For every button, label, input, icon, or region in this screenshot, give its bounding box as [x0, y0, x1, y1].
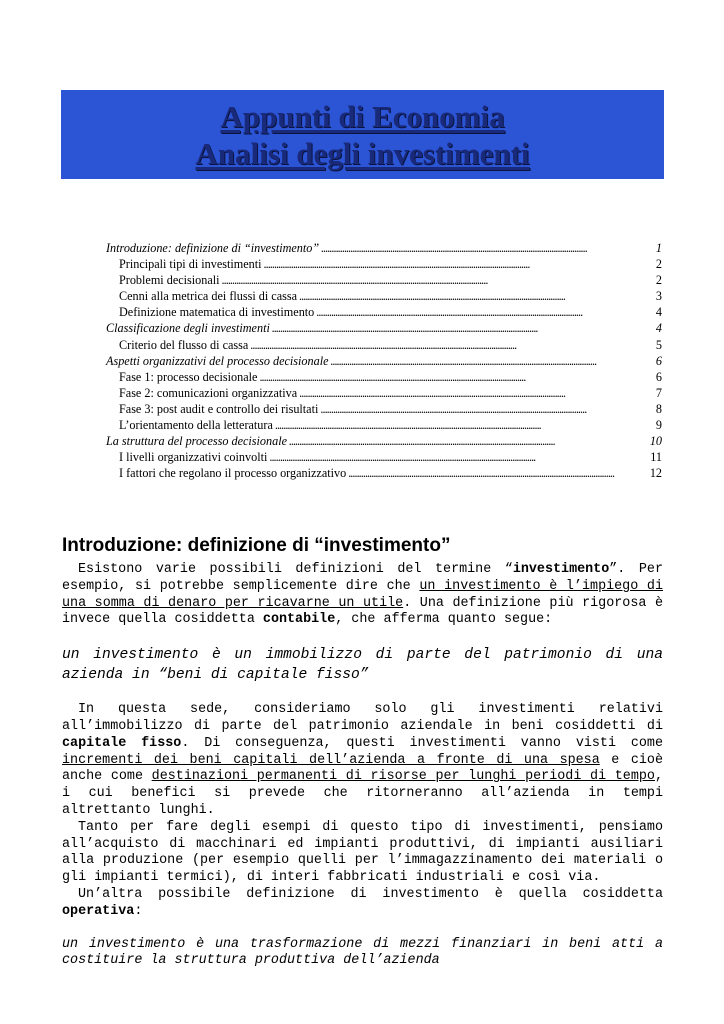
toc-dot-leader	[222, 272, 654, 288]
toc-dot-leader	[289, 433, 648, 449]
toc-entry-title: La struttura del processo decisionale	[106, 434, 287, 449]
p2-text-c: . Di conseguenza, questi investimenti vanno visti come	[181, 735, 663, 751]
toc-dot-leader	[250, 337, 654, 353]
p2-underlined-incrementi: incrementi dei beni capitali dell’azienda a fronte di una spesa	[62, 752, 600, 768]
toc-entry-page: 3	[655, 289, 662, 304]
toc-entry-page: 6	[655, 353, 662, 368]
toc-entry[interactable]	[106, 401, 662, 417]
toc-entry[interactable]	[106, 369, 662, 385]
toc-entry-title: Fase 2: comunicazioni organizzativa	[119, 385, 298, 400]
p4-text-a: Un’altra possibile definizione di investimento è quella cosiddetta	[78, 886, 663, 902]
toc-dot-leader	[299, 288, 654, 304]
toc-entry-title: Fase 1: processo decisionale	[119, 369, 258, 384]
toc-entry[interactable]	[106, 320, 662, 336]
toc-entry-title: Principali tipi di investimenti	[119, 257, 262, 272]
table-of-contents	[106, 240, 662, 481]
toc-dot-leader	[348, 465, 648, 481]
p1-term-contabile: contabile	[262, 612, 336, 628]
paragraph-1	[62, 562, 663, 629]
toc-entry-page: 12	[649, 466, 662, 481]
toc-entry-title: Cenni alla metrica dei flussi di cassa	[119, 289, 298, 304]
toc-entry-title: Classificazione degli investimenti	[106, 321, 270, 336]
toc-entry-title: Introduzione: definizione di “investimento”	[106, 241, 320, 255]
p4-text-c: :	[134, 903, 143, 919]
section-heading: Introduzione: definizione di “investimento”	[62, 535, 451, 556]
p1-text-a: Esistono varie possibili definizioni del termine “	[78, 562, 513, 577]
paragraph-4	[62, 887, 663, 921]
p1-text-e: . Una definizione più rigorosa è invece quella cosiddetta	[62, 595, 663, 628]
toc-dot-leader	[316, 304, 654, 320]
toc-dot-leader	[259, 369, 653, 385]
toc-entry-title: Aspetti organizzativi del processo decisionale	[106, 353, 329, 368]
p1-text-c: ”. Per esempio, si potrebbe semplicemente dire che	[62, 562, 663, 594]
toc-entry[interactable]	[106, 417, 662, 433]
toc-entry-title: I livelli organizzativi coinvolti	[119, 450, 268, 465]
title-banner	[61, 90, 664, 179]
toc-entry[interactable]	[106, 304, 662, 320]
toc-entry-page: 7	[655, 385, 662, 400]
toc-entry[interactable]	[106, 288, 662, 304]
toc-entry[interactable]	[106, 272, 662, 288]
toc-entry-title: L’orientamento della letteratura	[119, 418, 273, 433]
p1-term-investimento: investimento	[512, 562, 610, 577]
toc-entry[interactable]	[106, 465, 662, 481]
toc-dot-leader	[264, 256, 654, 272]
title-line-1: Appunti di Economia	[220, 99, 505, 134]
toc-entry[interactable]	[106, 256, 662, 272]
quote-contabile: un investimento è un immobilizzo di parte del patrimonio di una azienda in “beni di capitale fisso”	[62, 647, 663, 684]
toc-entry[interactable]	[106, 337, 662, 353]
toc-entry[interactable]	[106, 433, 662, 449]
section-body	[62, 562, 663, 970]
toc-entry[interactable]	[106, 240, 662, 256]
paragraph-2	[62, 702, 663, 820]
toc-dot-leader	[299, 385, 654, 401]
toc-entry-page: 2	[655, 273, 662, 288]
toc-entry-page: 5	[655, 337, 662, 352]
p2-text-g: , i cui benefici si prevede che ritorneranno all’azienda in tempi altrettanto lunghi.	[62, 769, 663, 818]
toc-entry-page: 4	[655, 321, 662, 336]
p2-text-a: In questa sede, consideriamo solo gli investimenti relativi all’immobilizzo di parte del patrimonio aziendale in beni cosiddetti di	[62, 702, 663, 734]
toc-entry-page: 4	[655, 305, 662, 320]
toc-entry[interactable]	[106, 449, 662, 465]
quote-operativa: un investimento è una trasformazione di mezzi finanziari in beni atti a costituire la struttura produttiva dell’azienda	[62, 936, 663, 969]
toc-entry-page: 11	[650, 450, 662, 465]
toc-dot-leader	[321, 240, 654, 256]
toc-entry-page: 6	[655, 369, 662, 384]
toc-entry-title: Criterio del flusso di cassa	[119, 337, 249, 352]
paragraph-3: Tanto per fare degli esempi di questo tipo di investimenti, pensiamo all’acquisto di macchinari ed impianti produttivi, di impianti ausiliari alla produzione (per esempio quelli per l’immagazzinamento dei materiali o gli impianti termici), di interi fabbricati industriali e così via.	[62, 819, 663, 886]
toc-entry-title: Definizione matematica di investimento	[119, 305, 315, 320]
toc-entry-title: Problemi decisionali	[119, 273, 220, 288]
toc-entry-title: Fase 3: post audit e controllo dei risultati	[119, 401, 319, 416]
toc-entry-title: I fattori che regolano il processo organizzativo	[119, 466, 347, 481]
toc-entry[interactable]	[106, 353, 662, 369]
toc-entry-page: 1	[655, 241, 662, 255]
toc-dot-leader	[269, 449, 648, 465]
toc-dot-leader	[272, 320, 654, 336]
p1-text-g: , che afferma quanto segue:	[335, 612, 553, 628]
p2-underlined-destinazioni: destinazioni permanenti di risorse per lunghi periodi di tempo	[151, 769, 655, 785]
p4-term-operativa: operativa	[62, 903, 135, 919]
toc-dot-leader	[331, 353, 654, 369]
toc-entry-page: 10	[649, 434, 662, 449]
p1-underlined-definition: un investimento è l’impiego di una somma di denaro per ricavarne un utile	[62, 578, 663, 611]
p2-term-capitale-fisso: capitale fisso	[62, 735, 182, 751]
toc-entry[interactable]	[106, 385, 662, 401]
toc-entry-page: 9	[655, 418, 662, 433]
toc-entry-page: 8	[655, 401, 662, 416]
toc-dot-leader	[320, 401, 654, 417]
toc-entry-page: 2	[655, 257, 662, 272]
p2-text-e: e cioè anche come	[62, 752, 663, 785]
toc-dot-leader	[275, 417, 654, 433]
title-line-2: Analisi degli investimenti	[195, 136, 530, 171]
